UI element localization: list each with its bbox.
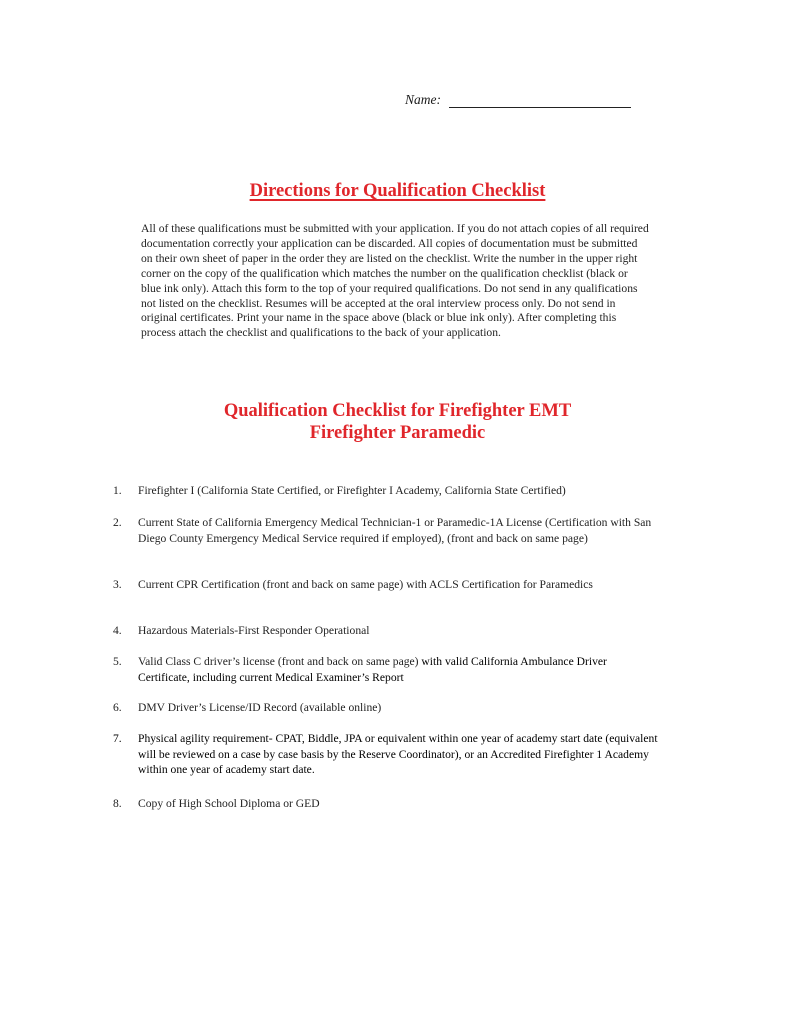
checklist-title-line1: Qualification Checklist for Firefighter EMT xyxy=(223,401,572,421)
directions-body: All of these qualifications must be submitted with your application. If you do not attach copies of all required documentation correctly your application can be discarded. All copies of documentation must be submitted on their own sheet of paper in the order they are listed on the checklist. Write the number in the upper right corner on the copy of the qualification which matches the number on the qualification checklist (black or blue ink only). Attach this form to the top of your required qualifications. Do not send in any qualifications not listed on the checklist. Resumes will be accepted at the oral interview process only. Do not send in original certificates. Print your name in the space above (black or blue ink only). After completing this process attach the checklist and qualifications to the back of your application. xyxy=(141,222,649,340)
item-number: 2. xyxy=(113,516,122,529)
name-blank-line[interactable] xyxy=(449,94,631,108)
name-label: Name: xyxy=(405,92,441,107)
item-text-extra: with valid California Ambulance Driver Certificate, including current Medical Examiner’s Report xyxy=(138,655,607,684)
checklist-item-7 xyxy=(113,731,670,778)
item-text-main: Valid Class C driver’s license (front and back on same page) xyxy=(138,655,419,668)
item-text: Current CPR Certification (front and back on same page) with ACLS Certification for Paramedics xyxy=(138,578,593,591)
item-text xyxy=(138,654,658,685)
checklist-item-5 xyxy=(113,654,658,685)
checklist-title xyxy=(0,400,795,444)
item-number: 7. xyxy=(113,732,122,745)
item-text: Hazardous Materials-First Responder Operational xyxy=(138,624,370,637)
item-number: 6. xyxy=(113,701,122,714)
directions-title: Directions for Qualification Checklist xyxy=(249,181,546,201)
checklist-item-3 xyxy=(113,577,608,593)
checklist-item-8 xyxy=(113,796,668,812)
item-text: Current State of California Emergency Medical Technician-1 or Paramedic-1A License (Certification with San Diego County Emergency Medical Service required if employed), (front and back on same page) xyxy=(138,516,652,545)
item-text: DMV Driver’s License/ID Record (available online) xyxy=(138,701,382,714)
checklist-item-6 xyxy=(113,700,668,716)
item-number: 8. xyxy=(113,797,122,810)
checklist-item-2 xyxy=(113,515,658,546)
item-number: 4. xyxy=(113,624,122,637)
item-number: 5. xyxy=(113,655,122,668)
item-text: Firefighter I (California State Certified, or Firefighter I Academy, California State Certified) xyxy=(138,484,566,497)
item-number: 1. xyxy=(113,484,122,497)
item-text: Copy of High School Diploma or GED xyxy=(138,797,320,810)
checklist-item-1 xyxy=(113,483,668,499)
checklist-item-4 xyxy=(113,623,668,639)
name-field[interactable] xyxy=(405,92,631,108)
item-number: 3. xyxy=(113,578,122,591)
item-text: Physical agility requirement- CPAT, Biddle, JPA or equivalent within one year of academy start date (equivalent will be reviewed on a case by case basis by the Reserve Coordinator), or an Accredited Firefighter 1 Academy within one year of academy start date. xyxy=(138,732,658,776)
checklist-title-line2: Firefighter Paramedic xyxy=(309,423,486,443)
